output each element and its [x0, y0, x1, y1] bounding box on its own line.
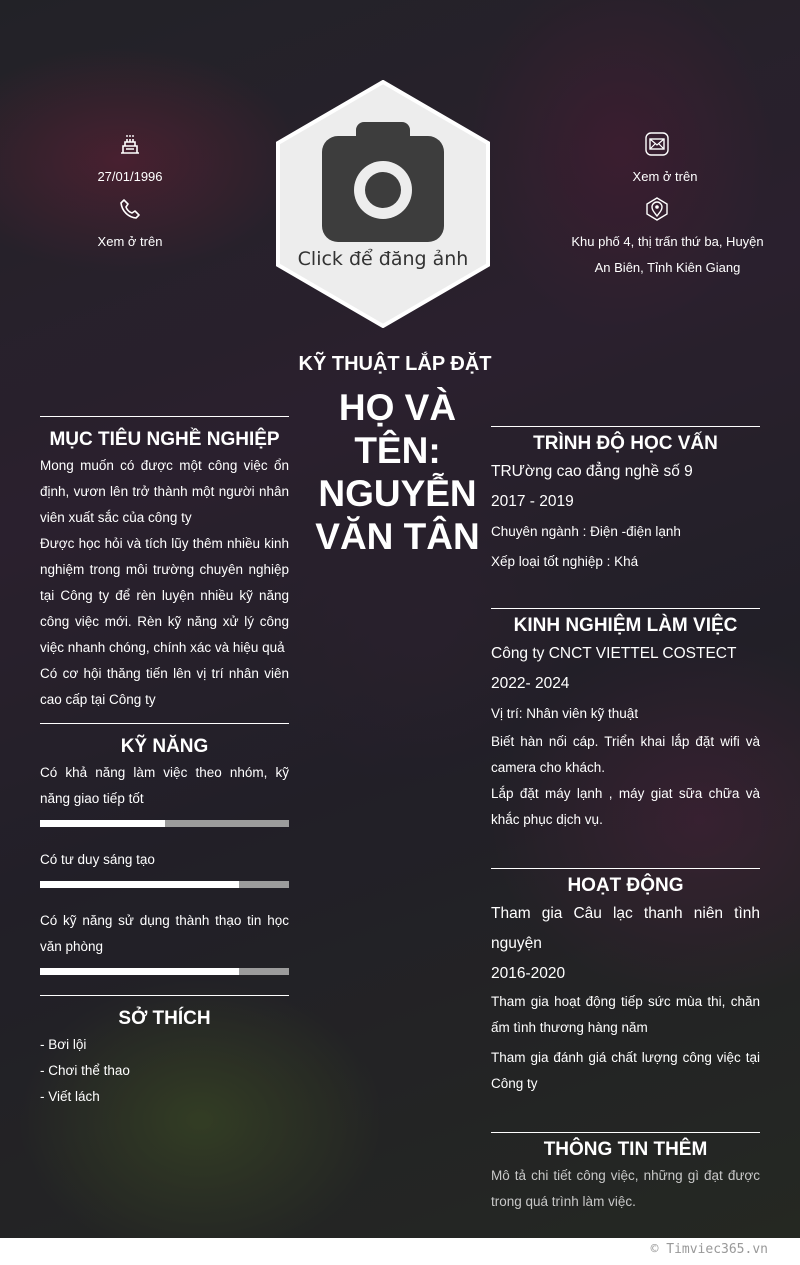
address-line-2: An Biên, Tỉnh Kiên Giang: [594, 260, 741, 275]
photo-upload-label: Click để đăng ảnh: [297, 248, 469, 270]
birthday-text: 27/01/1996: [97, 169, 163, 184]
extra-title: THÔNG TIN THÊM: [543, 1139, 708, 1160]
objective-paragraph-2: Được học hỏi và tích lũy thêm nhiều kinh nghiệm trong môi trường chuyên nghiệp tại Công ty để rèn luyện nhiều kỹ năng công việc mới. Rèn kỹ năng xử lý công việc nhanh chóng, chính xác và hiệu quả: [40, 536, 289, 655]
phone-icon: [117, 196, 143, 222]
skill-label-1: Có khả năng làm việc theo nhóm, kỹ năng giao tiếp tốt: [40, 765, 289, 806]
experience-position: Vị trí: Nhân viên kỹ thuật: [491, 706, 639, 721]
skill-bar-2: [40, 881, 289, 888]
skill-bar-fill-3: [40, 968, 239, 975]
objective-title: MỤC TIÊU NGHỀ NGHIỆP: [49, 429, 280, 450]
footer-credit: © Timviec365.vn: [0, 1238, 800, 1265]
hobbies-divider: [40, 995, 289, 996]
extra-divider: [491, 1132, 760, 1133]
full-name: [300, 386, 495, 558]
activities-desc-2: Tham gia đánh giá chất lượng công việc tại Công ty: [491, 1050, 760, 1091]
skill-bar-1: [40, 820, 289, 827]
address-text: [560, 229, 775, 281]
experience-period: 2022- 2024: [491, 675, 570, 692]
skill-bar-3: [40, 968, 289, 975]
hobby-item: - Bơi lội: [40, 1037, 87, 1052]
skills-divider: [40, 723, 289, 724]
experience-section: [491, 608, 760, 833]
objective-divider: [40, 416, 289, 417]
experience-company: Công ty CNCT VIETTEL COSTECT: [491, 645, 737, 662]
activities-desc-1: Tham gia hoạt động tiếp sức mùa thi, chăn ấm tình thương hàng năm: [491, 994, 760, 1035]
experience-divider: [491, 608, 760, 609]
experience-desc-1: Biết hàn nối cáp. Triển khai lắp đặt wifi và camera cho khách.: [491, 734, 760, 775]
name-line-2: TÊN:: [354, 430, 441, 471]
education-grade: Xếp loại tốt nghiệp : Khá: [491, 554, 639, 569]
education-title: TRÌNH ĐỘ HỌC VẤN: [533, 433, 718, 454]
name-line-3: NGUYỄN: [318, 473, 477, 514]
email-icon: [644, 131, 670, 157]
hobby-item: - Viết lách: [40, 1089, 100, 1104]
skill-bar-fill-2: [40, 881, 239, 888]
activities-org: Tham gia Câu lạc thanh niên tình nguyện: [491, 905, 760, 952]
skills-title: KỸ NĂNG: [120, 736, 209, 757]
birthday-cake-icon: [117, 131, 143, 157]
education-section: [491, 426, 760, 577]
hobbies-title: SỞ THÍCH: [118, 1008, 211, 1029]
experience-title: KINH NGHIỆM LÀM VIỆC: [513, 615, 738, 636]
education-school: TRƯờng cao đẳng nghề số 9: [491, 463, 693, 480]
extra-section: [491, 1132, 760, 1215]
skill-label-3: Có kỹ năng sử dụng thành thạo tin học văn phòng: [40, 913, 289, 954]
education-divider: [491, 426, 760, 427]
education-period: 2017 - 2019: [491, 493, 574, 510]
left-column: [40, 416, 289, 1110]
camera-icon: [322, 122, 444, 242]
location-pin-icon: [644, 196, 670, 222]
activities-divider: [491, 868, 760, 869]
education-major: Chuyên ngành : Điện -điện lạnh: [491, 524, 681, 539]
name-line-1: HỌ VÀ: [338, 387, 457, 428]
skill-bar-fill-1: [40, 820, 165, 827]
job-title: KỸ THUẬT LẮP ĐẶT: [298, 353, 492, 375]
email-text: Xem ở trên: [632, 169, 698, 184]
phone-text: Xem ở trên: [97, 234, 163, 249]
hobby-item: - Chơi thể thao: [40, 1063, 130, 1078]
activities-period: 2016-2020: [491, 965, 566, 982]
activities-section: [491, 868, 760, 1097]
photo-upload[interactable]: [276, 80, 490, 328]
experience-desc-2: Lắp đặt máy lạnh , máy giat sữa chữa và khắc phục dịch vụ.: [491, 786, 760, 827]
extra-text: Mô tả chi tiết công việc, những gì đạt được trong quá trình làm việc.: [491, 1168, 760, 1209]
objective-paragraph-1: Mong muốn có được một công việc ổn định, vươn lên trở thành một người nhân viên xuất sắc của công ty: [40, 458, 289, 525]
objective-paragraph-3: Có cơ hội thăng tiến lên vị trí nhân viên cao cấp tại Công ty: [40, 666, 289, 707]
skill-label-2: Có tư duy sáng tạo: [40, 852, 155, 867]
activities-title: HOẠT ĐỘNG: [567, 875, 684, 896]
address-line-1: Khu phố 4, thị trấn thứ ba, Huyện: [571, 234, 764, 249]
name-line-4: VĂN TÂN: [315, 516, 480, 557]
